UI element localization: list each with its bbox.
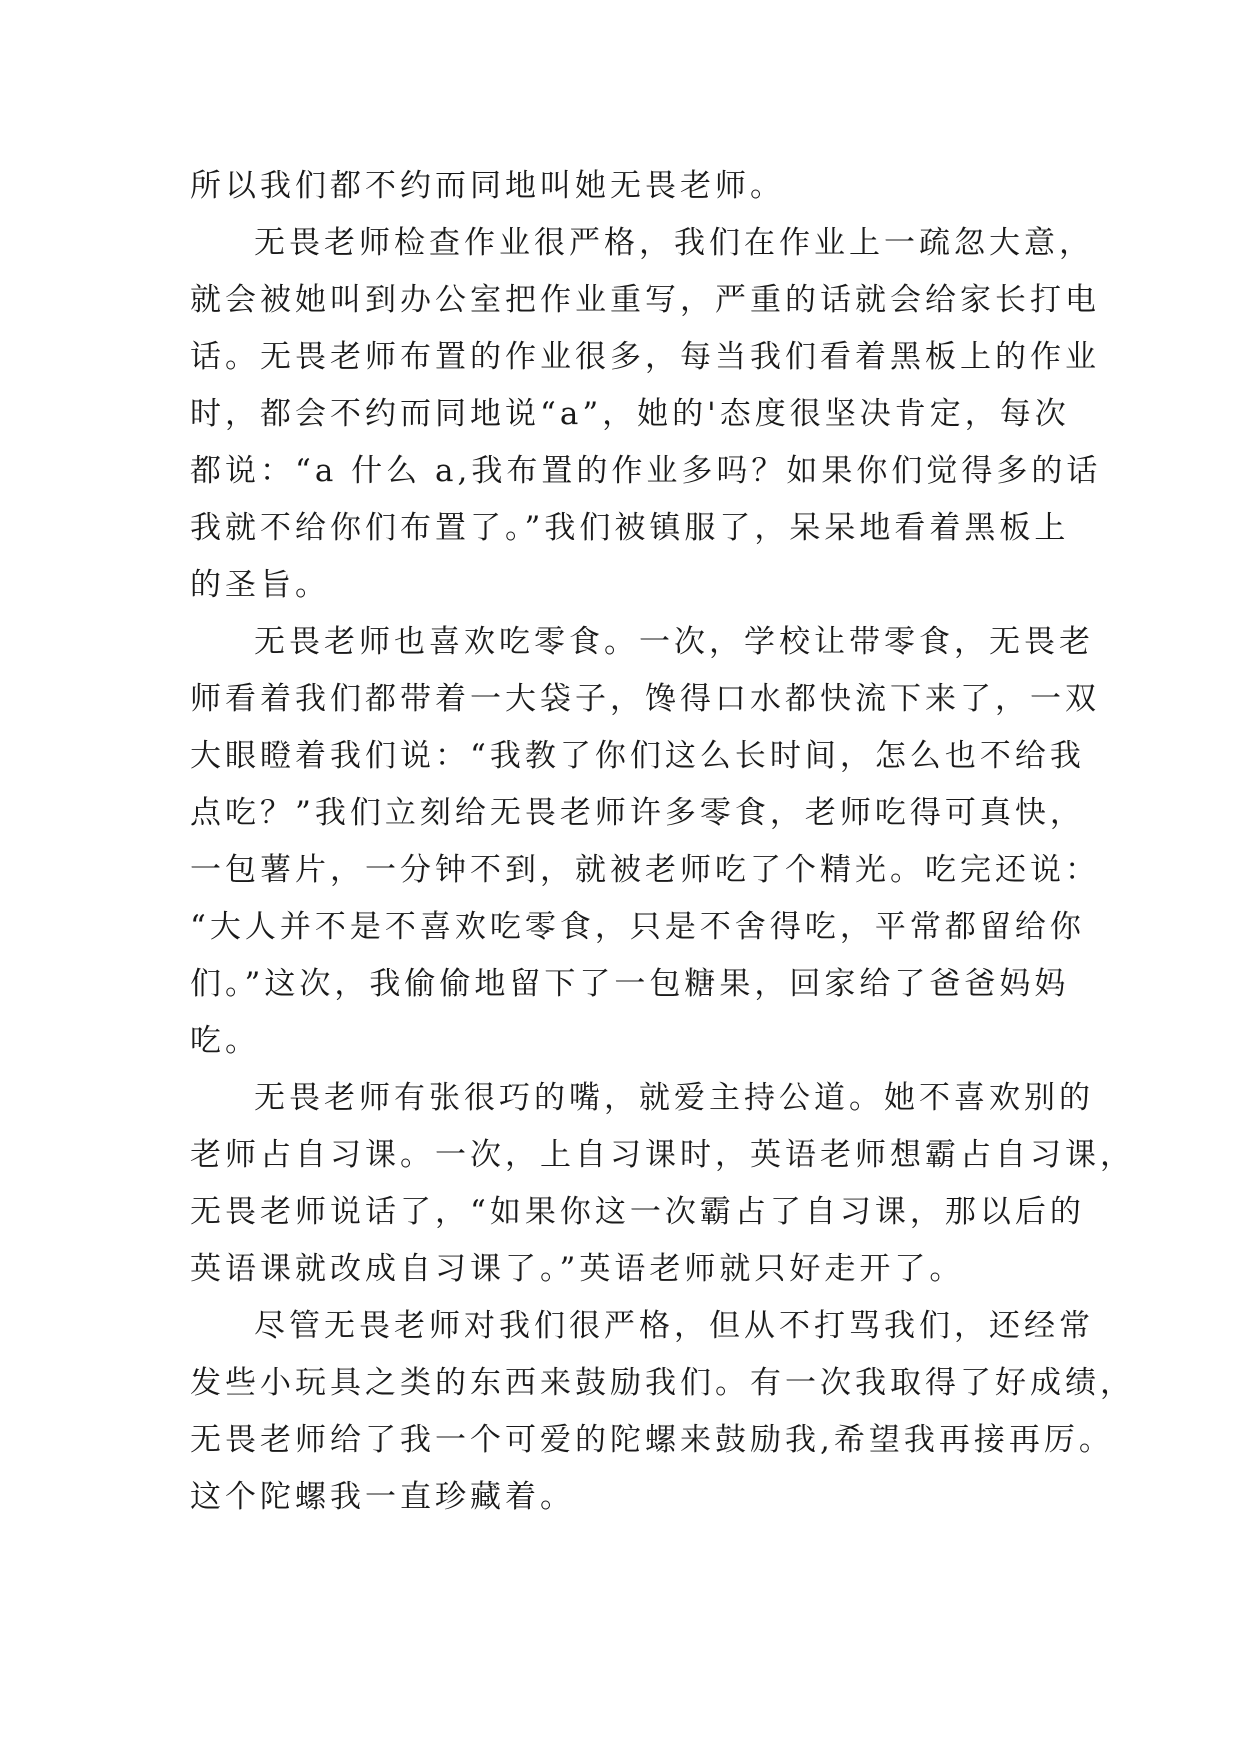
text-line: 这个陀螺我一直珍藏着。 — [190, 1479, 575, 1515]
text-line: 无畏老师检查作业很严格，我们在作业上一疏忽大意， — [254, 225, 1094, 261]
text-line: 无畏老师说话了，“如果你这一次霸占了自习课，那以后的 — [190, 1194, 1085, 1230]
text-line: 吃。 — [190, 1023, 260, 1059]
text-line: 英语课就改成自习课了。”英语老师就只好走开了。 — [190, 1251, 965, 1287]
text-line: 无畏老师有张很巧的嘴，就爱主持公道。她不喜欢别的 — [254, 1080, 1094, 1116]
text-line: 老师占自习课。一次，上自习课时，英语老师想霸占自习课， — [190, 1137, 1135, 1173]
text-line: 发些小玩具之类的东西来鼓励我们。有一次我取得了好成绩， — [190, 1365, 1135, 1401]
paragraph-1 — [190, 158, 1050, 215]
paragraph-3 — [190, 614, 1100, 1070]
text-line: 我就不给你们布置了。”我们被镇服了，呆呆地看着黑板上 — [190, 510, 1070, 546]
text-line: 大眼瞪着我们说：“我教了你们这么长时间，怎么也不给我 — [190, 738, 1085, 774]
document-body — [190, 158, 1135, 1526]
text-line: 师看着我们都带着一大袋子，馋得口水都快流下来了，一双 — [190, 681, 1100, 717]
text-line: 无畏老师给了我一个可爱的陀螺来鼓励我,希望我再接再厉。 — [190, 1422, 1114, 1458]
text-line: 无畏老师也喜欢吃零食。一次，学校让带零食，无畏老 — [254, 624, 1094, 660]
text-line: 所以我们都不约而同地叫她无畏老师。 — [190, 168, 785, 204]
text-line: “大人并不是不喜欢吃零食，只是不舍得吃，平常都留给你 — [190, 909, 1085, 945]
text-line: 时，都会不约而同地说“a”，她的'态度很坚决肯定，每次 — [190, 396, 1070, 432]
text-line: 点吃？”我们立刻给无畏老师许多零食，老师吃得可真快， — [190, 795, 1085, 831]
paragraph-2 — [190, 215, 1102, 614]
text-line: 的圣旨。 — [190, 567, 330, 603]
text-line: 尽管无畏老师对我们很严格，但从不打骂我们，还经常 — [254, 1308, 1094, 1344]
paragraph-4 — [190, 1070, 1135, 1298]
text-line: 一包薯片，一分钟不到，就被老师吃了个精光。吃完还说： — [190, 852, 1100, 888]
text-line: 话。无畏老师布置的作业很多，每当我们看着黑板上的作业 — [190, 339, 1100, 375]
text-line: 就会被她叫到办公室把作业重写，严重的话就会给家长打电 — [190, 282, 1100, 318]
text-line: 们。”这次，我偷偷地留下了一包糖果，回家给了爸爸妈妈 — [190, 966, 1070, 1002]
text-line: 都说：“a 什么 a,我布置的作业多吗？如果你们觉得多的话 — [190, 453, 1102, 489]
paragraph-5 — [190, 1298, 1135, 1526]
